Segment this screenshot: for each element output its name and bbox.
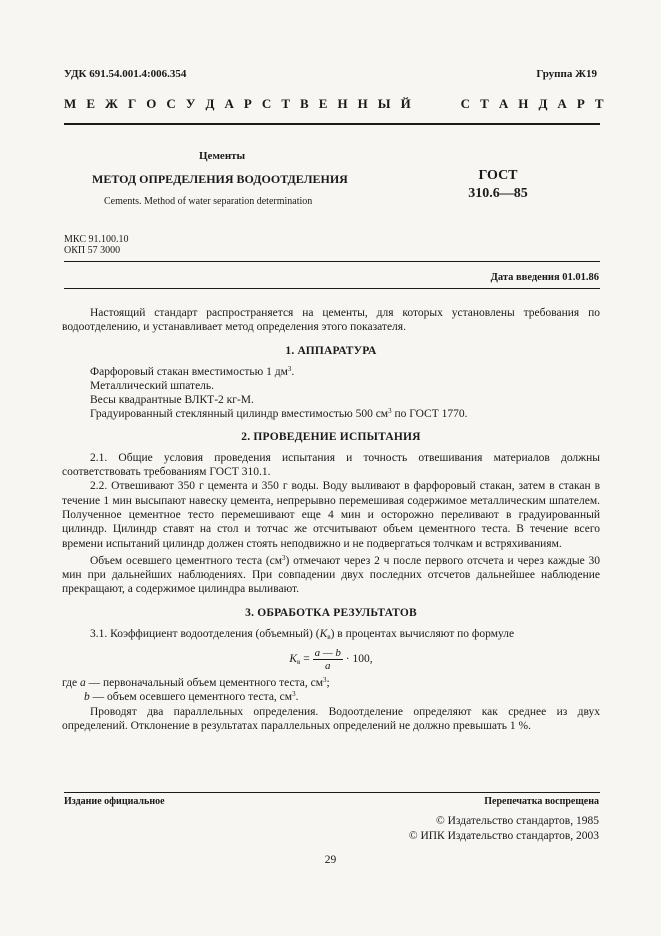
date-rule (64, 288, 600, 289)
standard-banner: М Е Ж Г О С У Д А Р С Т В Е Н Н Ы Й С Т А Н Д А Р Т (64, 96, 607, 111)
copyright-2003: © ИПК Издательство стандартов, 2003 (408, 830, 599, 842)
apparatus-item: Металлический шпатель. (90, 379, 215, 392)
apparatus-item: Весы квадрантные ВЛКТ-2 кг-М. (90, 394, 254, 407)
document-title: МЕТОД ОПРЕДЕЛЕНИЯ ВОДООТДЕЛЕНИЯ (92, 172, 348, 186)
reprint-notice: Перепечатка воспрещена (484, 796, 599, 807)
formula: $K_в$ = $\frac{a — b}{a}$ · 100, (289, 647, 373, 673)
paragraph-2-1: 2.1. Общие условия проведения испытания и точность отвешивания материалов должны соответствовать требованиям ГОСТ 310.1. (62, 451, 600, 479)
mks-code: МКС 91.100.10 (64, 234, 129, 245)
apparatus-item: Фарфоровый стакан вместимостью 1 $дм^3$. (90, 364, 295, 378)
codes-rule (64, 261, 600, 262)
footer-rule (64, 792, 600, 793)
formula-symbol: K (289, 653, 298, 666)
english-title: Cements. Method of water separation determination (104, 196, 313, 207)
okp-code: ОКП 57 3000 (64, 245, 121, 256)
intro-paragraph: Настоящий стандарт распространяется на цементы, для которых установлены требования по водоотделению, и устанавливает метод определения этого показателя. (62, 307, 600, 334)
section-2-heading: 2. ПРОВЕДЕНИЕ ИСПЫТАНИЯ (241, 430, 421, 443)
paragraph-3-2: Проводят два параллельных определения. Водоотделение определяют как среднее из двух определений. Отклонение в результатах параллельных определений не должно превышать 1 %. (62, 705, 600, 732)
gost-label: ГОСТ (478, 168, 518, 183)
formula-fraction: $\frac{a — b}{a}$ (314, 647, 341, 673)
page-number: 29 (324, 854, 337, 866)
intro-date-label: Дата введения (490, 272, 560, 283)
header-rule (64, 123, 600, 125)
group-code: Группа Ж19 (536, 68, 597, 80)
subject-title: Цементы (199, 150, 246, 162)
gost-number: 310.6—85 (468, 186, 528, 201)
official-edition: Издание официальное (64, 796, 165, 807)
copyright-1985: © Издательство стандартов, 1985 (435, 815, 599, 827)
definition-b: b — объем осевшего цементного теста, $см^3$. (84, 690, 299, 704)
document-body (62, 306, 600, 733)
udk-code: УДК 691.54.001.4:006.354 (64, 68, 187, 80)
paragraph-2-2: 2.2. Отвешивают 350 г цемента и 350 г воды. Воду выливают в фарфоровый стакан, затем в стакан в течение 1 мин высыпают навеску цемента, непрерывно перемешивая содержимое металлическим шпателем. Полученное цементное тесто перемешивают еще 4 мин и осторожно переливают в градуированный цилиндр. Цилиндр ставят на стол и тотчас же отсчитывают объем цементного теста. В течение всего времени испытаний цилиндр должен стоять неподвижно и не подвергаться толчкам и встряхиваниям. (62, 480, 600, 550)
definition-a: где a — первоначальный объем цементного теста, $см^3$; (62, 676, 330, 690)
section-1-heading: 1. АППАРАТУРА (285, 344, 377, 357)
intro-date-value: 01.01.86 (562, 272, 599, 283)
paragraph-2-3: Объем осевшего цементного теста $(см^3)$ отмечают через 2 ч после первого отсчета и через каждые 30 мин при дальнейших наблюдениях. При совпадении двух последних отсчетов дальнейшее наблюдение прекращают, а содержимое цилиндра выливают. (62, 553, 600, 596)
section-3-heading: 3. ОБРАБОТКА РЕЗУЛЬТАТОВ (245, 606, 417, 619)
apparatus-item: Градуированный стеклянный цилиндр вместимостью 500 $см^3$ по ГОСТ 1770. (90, 407, 468, 421)
paragraph-3-1: 3.1. Коэффициент водоотделения (объемный) $(K_в)$ в процентах вычисляют по формуле (90, 627, 515, 641)
intro-date (491, 272, 599, 283)
